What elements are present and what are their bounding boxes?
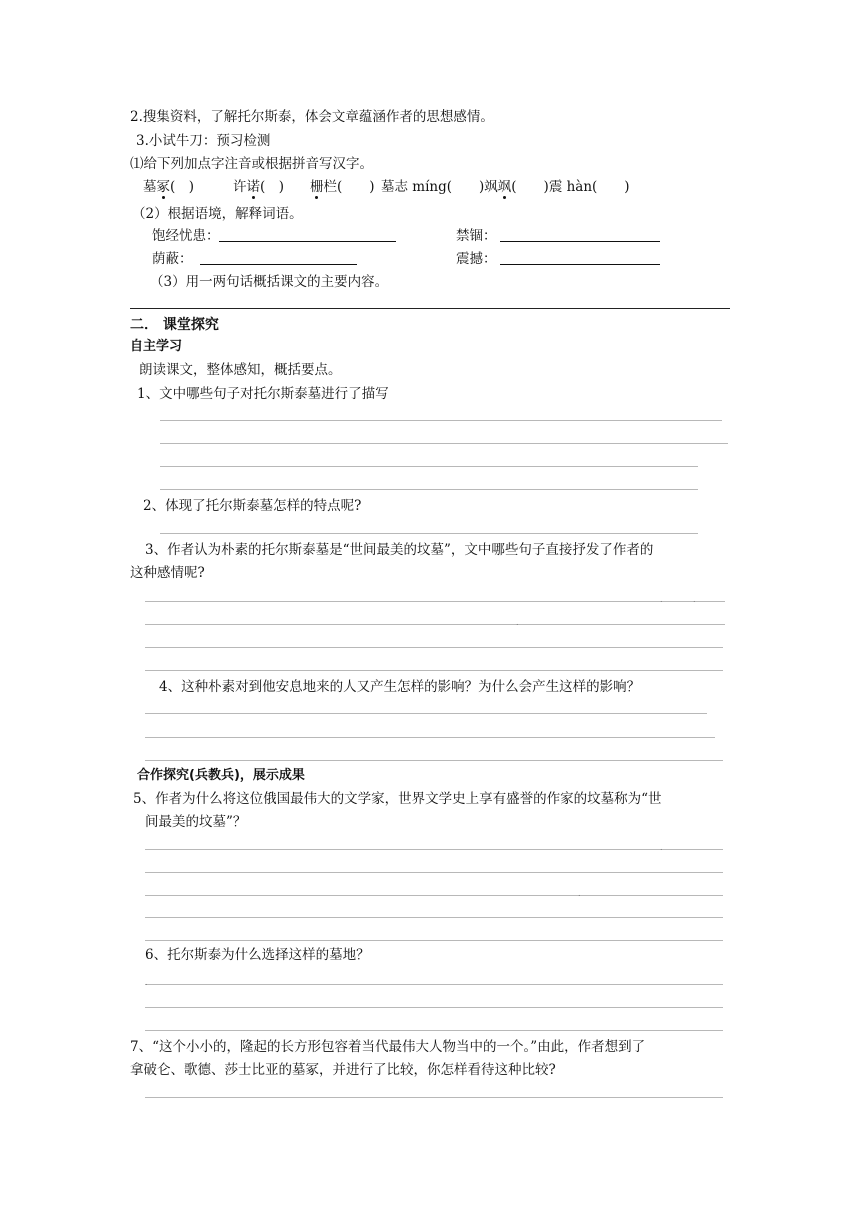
question-s7-line2: 拿破仑、歌德、莎士比亚的墓冢，并进行了比较，你怎样看待这种比较? — [130, 1062, 556, 1078]
answer-line[interactable] — [500, 241, 660, 242]
answer-line[interactable] — [500, 264, 660, 265]
mark: . — [516, 618, 519, 627]
question-s7-line1: 7、“这个小小的，隆起的长方形包容着当代最伟大人物当中的一个。”由此，作者想到了 — [130, 1039, 646, 1055]
phonetic-item-3: 栅栏( ) — [310, 179, 375, 195]
question-1-title: ⑴给下列加点字注音或根据拼音写汉字。 — [130, 156, 373, 172]
answer-line[interactable] — [145, 895, 723, 896]
question-s4: 4、这种朴素对到他安息地来的人又产生怎样的影响？为什么会产生这样的影响？ — [159, 679, 641, 695]
word-label: 震撼： — [456, 251, 497, 267]
mark: . — [145, 978, 148, 987]
cooperative-heading: 合作探究(兵教兵)，展示成果 — [137, 768, 305, 783]
intro-text: 朗读课文，整体感知，概括要点。 — [139, 362, 342, 378]
phonetic-item-1: 墓冢( ) — [143, 179, 195, 195]
mark: . — [693, 595, 696, 604]
answer-line[interactable] — [219, 241, 396, 242]
dotted-char: 冢 — [156, 179, 170, 195]
mark: . — [660, 843, 663, 852]
prep-item-2: 2.搜集资料，了解托尔斯泰，体会文章蕴涵作者的思想感情。 — [130, 109, 494, 125]
answer-line[interactable] — [145, 624, 725, 625]
answer-line[interactable] — [145, 1030, 723, 1031]
question-s3-line2: 这种感情呢? — [130, 565, 205, 581]
phonetic-item-4: 墓志 míng( )飒飒( )震 hàn( ) — [381, 179, 630, 195]
mark: . — [578, 889, 581, 898]
answer-line[interactable] — [145, 940, 723, 941]
word-label: 荫蔽： — [152, 251, 193, 267]
answer-line[interactable] — [145, 1007, 723, 1008]
answer-line[interactable] — [145, 917, 723, 918]
word-label: 禁锢： — [456, 228, 497, 244]
answer-line[interactable] — [145, 647, 723, 648]
answer-line[interactable] — [200, 264, 357, 265]
answer-line[interactable] — [145, 760, 723, 761]
answer-line[interactable] — [145, 737, 715, 738]
section-divider — [130, 308, 730, 309]
answer-line[interactable] — [145, 849, 723, 850]
self-study-heading: 自主学习 — [130, 339, 183, 354]
section-heading: 二． 课堂探究 — [130, 317, 219, 333]
question-2-title: （2）根据语境，解释词语。 — [132, 206, 303, 222]
answer-line[interactable] — [160, 420, 722, 421]
prep-item-3: 3.小试牛刀：预习检测 — [136, 133, 271, 149]
dotted-char: 诺 — [246, 179, 260, 195]
question-3-title: （3）用一两句话概括课文的主要内容。 — [150, 274, 389, 290]
dotted-char: 飒 — [497, 179, 512, 195]
question-s6: 6、托尔斯泰为什么选择这样的墓地？ — [145, 947, 370, 963]
question-s1: 1、文中哪些句子对托尔斯泰墓进行了描写 — [137, 386, 389, 402]
answer-line[interactable] — [145, 1097, 723, 1098]
question-s3-line1: 3、作者认为朴素的托尔斯泰墓是“世间最美的坟墓”，文中哪些句子直接抒发了作者的 — [145, 542, 654, 558]
answer-line[interactable] — [145, 713, 707, 714]
word-label: 饱经忧患： — [152, 228, 220, 244]
answer-line[interactable] — [145, 670, 723, 671]
answer-line[interactable] — [160, 466, 698, 467]
question-s2: 2、体现了托尔斯泰墓怎样的特点呢? — [143, 498, 362, 514]
dotted-char: 栅 — [310, 179, 324, 195]
answer-line[interactable] — [145, 872, 723, 873]
answer-line[interactable] — [160, 443, 728, 444]
answer-line[interactable] — [145, 601, 725, 602]
answer-line[interactable] — [145, 984, 723, 985]
mark: . — [660, 595, 663, 604]
question-s5-line1: 5、作者为什么将这位俄国最伟大的文学家，世界文学史上享有盛誉的作家的坟墓称为“世 — [133, 791, 662, 807]
answer-line[interactable] — [160, 489, 698, 490]
answer-line[interactable] — [160, 533, 698, 534]
phonetic-item-2: 许诺( ) — [233, 179, 285, 195]
question-s5-line2: 间最美的坟墓”？ — [145, 814, 247, 830]
